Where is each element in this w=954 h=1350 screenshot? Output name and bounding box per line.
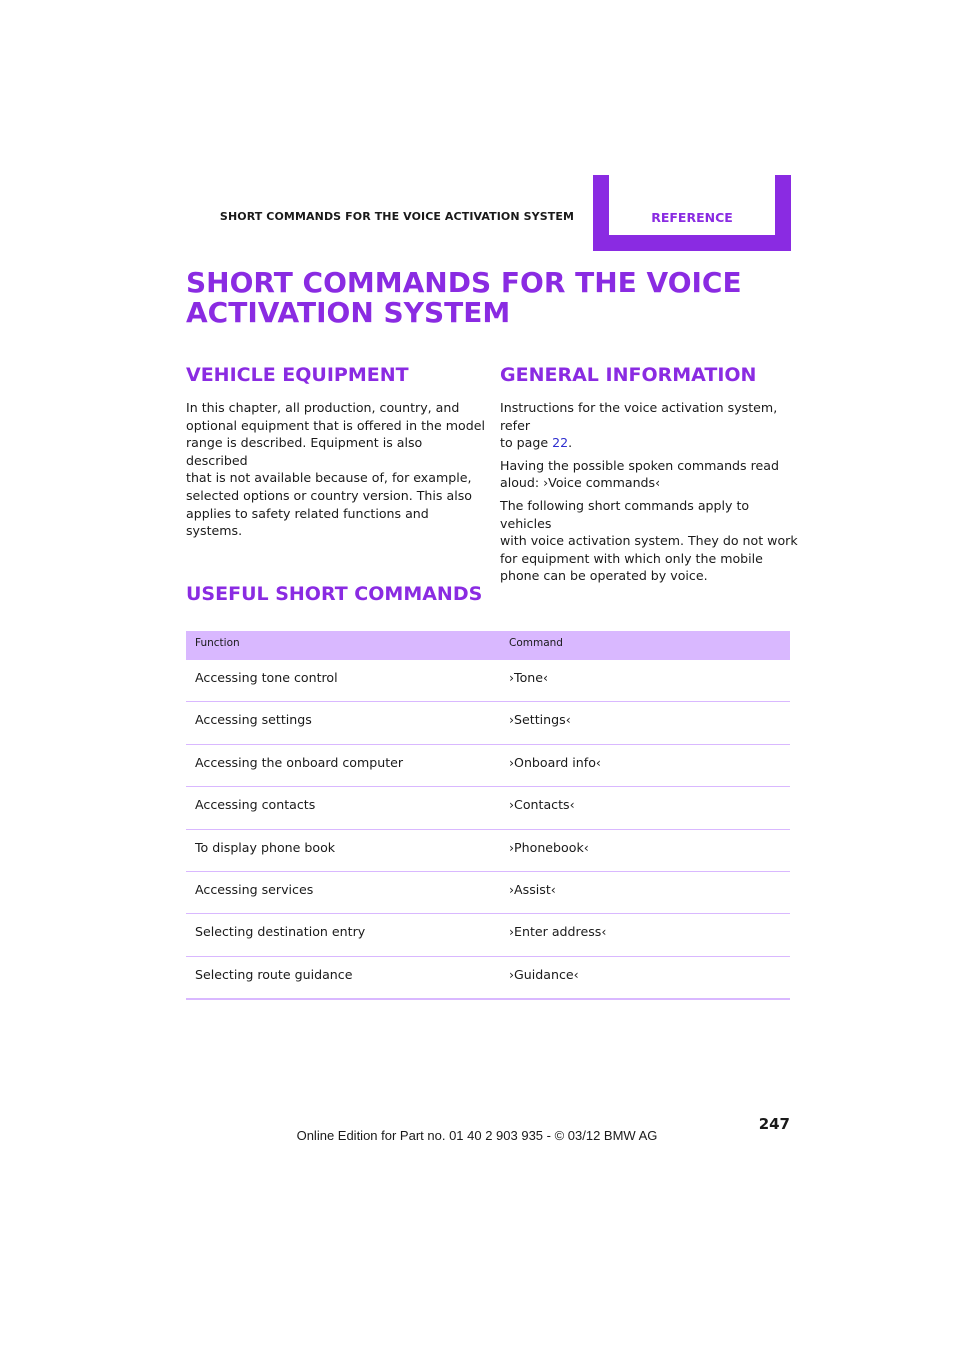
commands-table <box>186 631 790 1000</box>
table-row <box>186 702 790 744</box>
table-row <box>186 745 790 787</box>
vehicle-equipment-line: optional equipment that is offered in the model <box>186 417 485 433</box>
vehicle-equipment-line: range is described. Equipment is also described <box>186 435 423 468</box>
command-cell: ›Enter address‹ <box>509 924 607 940</box>
page-link-22[interactable]: 22 <box>552 435 569 451</box>
function-cell: Accessing tone control <box>195 670 338 685</box>
vehicle-equipment-line: that is not available because of, for example, <box>186 470 472 486</box>
page-title-line-2: ACTIVATION SYSTEM <box>186 296 511 329</box>
command-cell: ›Onboard info‹ <box>509 754 601 770</box>
vehicle-equipment-line: selected options or country version. This also <box>186 487 472 503</box>
function-cell: Accessing the onboard computer <box>195 754 404 770</box>
table-row <box>186 914 790 956</box>
gi-line: Instructions for the voice activation system, refer <box>500 400 778 433</box>
page-number: 247 <box>758 1115 790 1133</box>
table-row <box>186 872 790 914</box>
column-header-function: Function <box>195 637 240 649</box>
function-cell: Accessing services <box>195 881 314 897</box>
command-cell: ›Assist‹ <box>509 881 556 897</box>
command-cell: ›Tone‹ <box>509 670 549 685</box>
table-row <box>186 957 790 998</box>
function-cell: To display phone book <box>195 839 336 855</box>
command-cell: ›Phonebook‹ <box>509 839 589 855</box>
vehicle-equipment-line: applies to safety related functions and systems. <box>186 505 429 539</box>
table-row <box>186 787 790 829</box>
gi-line: for equipment with which only the mobile <box>500 550 763 566</box>
function-cell: Accessing contacts <box>195 797 316 813</box>
table-row <box>186 660 790 702</box>
command-cell: ›Settings‹ <box>509 712 571 728</box>
section-tab-label: REFERENCE <box>651 210 733 225</box>
function-cell: Accessing settings <box>195 712 312 728</box>
general-information-paragraph-1 <box>500 399 800 452</box>
gi-line-suffix: . <box>568 435 573 451</box>
general-information-heading: GENERAL INFORMATION <box>500 364 757 386</box>
column-header-command: Command <box>509 637 563 649</box>
general-information-text <box>500 399 800 585</box>
command-cell: ›Guidance‹ <box>509 966 579 982</box>
gi-line: Having the possible spoken commands read <box>500 457 779 473</box>
general-information-paragraph-2 <box>500 457 800 492</box>
command-cell: ›Contacts‹ <box>509 797 575 813</box>
page-title <box>186 268 806 328</box>
footer-edition-note: Online Edition for Part no. 01 40 2 903 935 - © 03/12 BMW AG <box>296 1128 658 1143</box>
running-header: SHORT COMMANDS FOR THE VOICE ACTIVATION SYSTEM <box>219 210 574 223</box>
useful-short-commands-heading: USEFUL SHORT COMMANDS <box>186 583 483 605</box>
gi-line: aloud: ›Voice commands‹ <box>500 475 661 491</box>
function-cell: Selecting route guidance <box>195 966 353 982</box>
gi-line: to page <box>500 435 553 451</box>
gi-line: phone can be operated by voice. <box>500 568 708 584</box>
table-row <box>186 830 790 872</box>
table-header <box>186 631 790 660</box>
general-information-paragraph-3 <box>500 497 800 585</box>
function-cell: Selecting destination entry <box>195 924 366 940</box>
section-tab-inner <box>609 175 775 235</box>
vehicle-equipment-line: In this chapter, all production, country, and <box>186 400 460 415</box>
gi-line: The following short commands apply to vehicles <box>500 497 750 531</box>
vehicle-equipment-heading: VEHICLE EQUIPMENT <box>186 364 409 386</box>
page-title-line-1: SHORT COMMANDS FOR THE VOICE <box>186 266 742 299</box>
vehicle-equipment-text <box>186 399 486 540</box>
section-tab <box>593 175 791 251</box>
gi-line: with voice activation system. They do not work <box>500 533 798 549</box>
